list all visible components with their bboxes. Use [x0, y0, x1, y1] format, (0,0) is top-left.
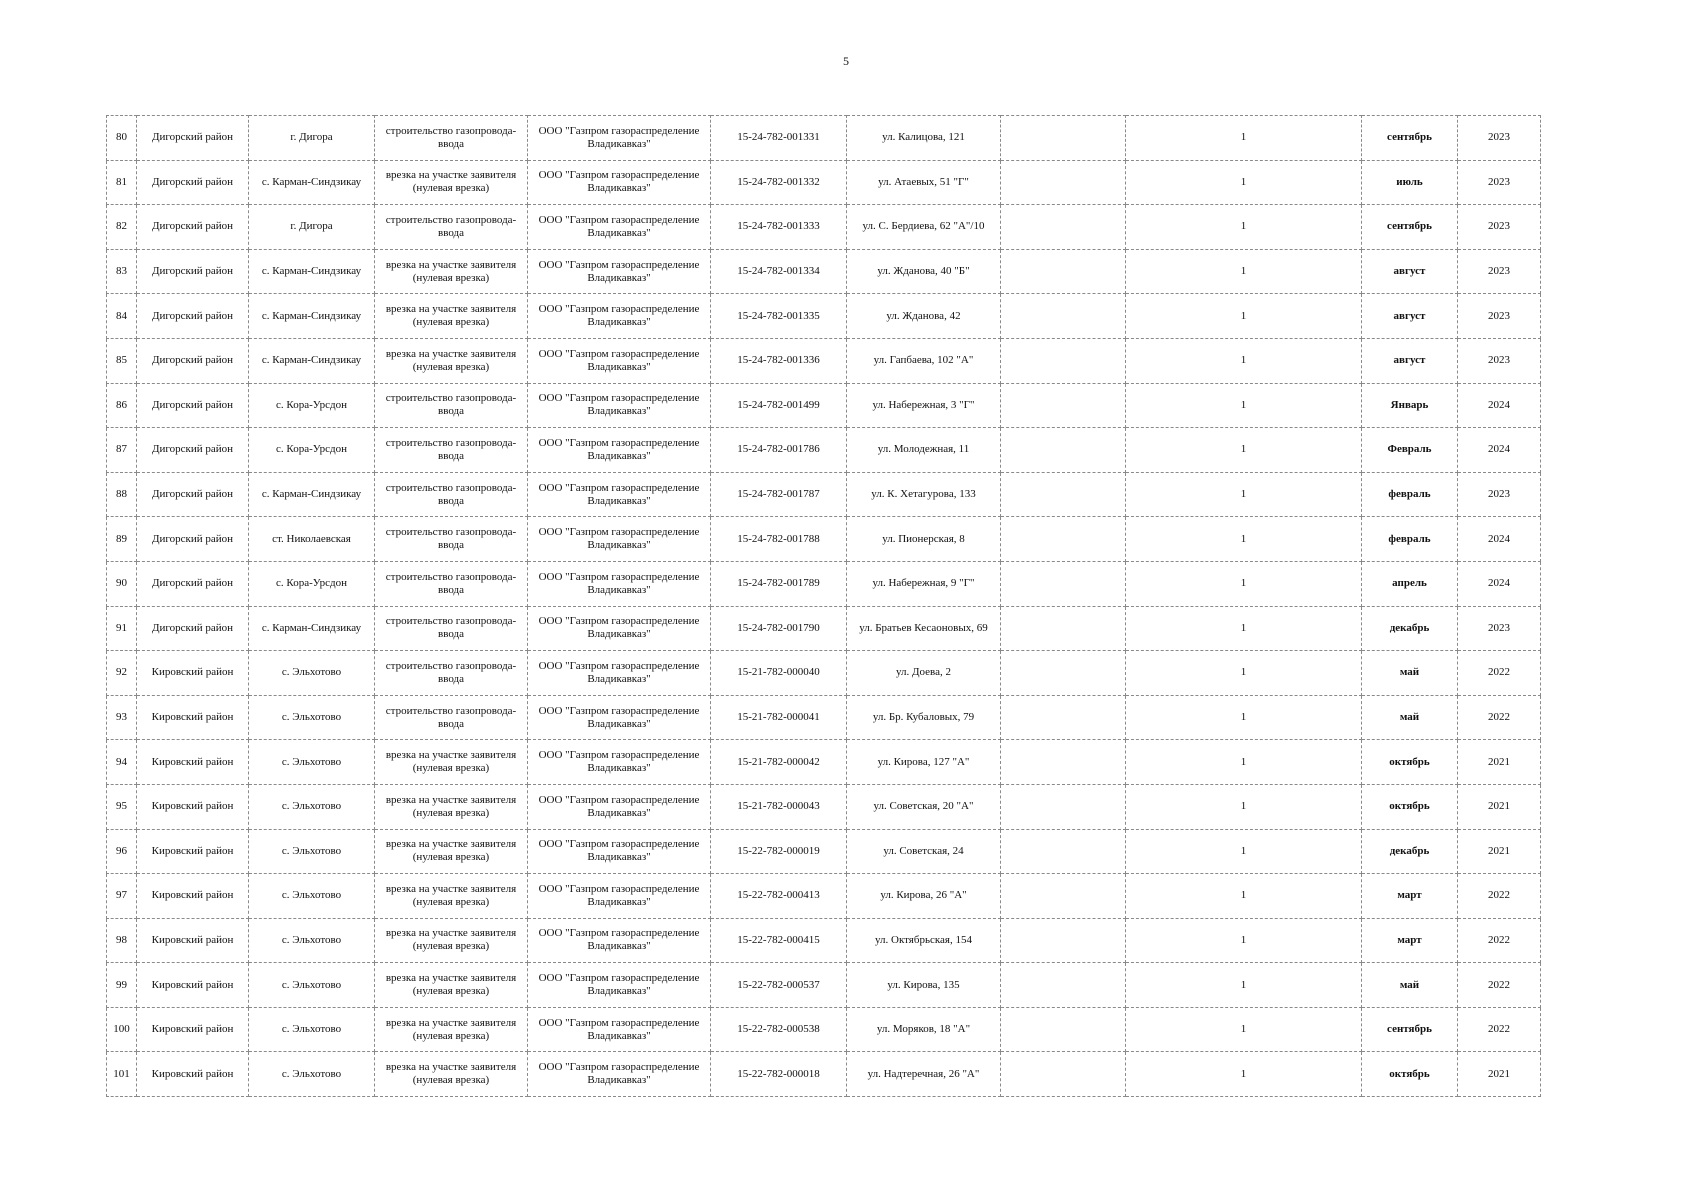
- work-type-cell: строительство газопровода-ввода: [375, 472, 528, 517]
- row-number: 97: [107, 874, 137, 919]
- organization-cell: ООО "Газпром газораспределение Владикавказ": [528, 383, 711, 428]
- district-cell: Дигорский район: [137, 428, 249, 473]
- settlement-cell: с. Карман-Синдзикау: [249, 472, 375, 517]
- address-cell: ул. К. Хетагурова, 133: [847, 472, 1001, 517]
- empty-cell: [1001, 963, 1126, 1008]
- month-cell: август: [1362, 249, 1458, 294]
- empty-cell: [1001, 874, 1126, 919]
- object-code-cell: 15-24-782-001789: [711, 561, 847, 606]
- object-code-cell: 15-22-782-000537: [711, 963, 847, 1008]
- object-code-cell: 15-24-782-001334: [711, 249, 847, 294]
- table-row: [107, 606, 1541, 651]
- district-cell: Кировский район: [137, 874, 249, 919]
- settlement-cell: с. Эльхотово: [249, 651, 375, 696]
- object-code-cell: 15-21-782-000041: [711, 695, 847, 740]
- row-number: 89: [107, 517, 137, 562]
- table-row: [107, 383, 1541, 428]
- year-cell: 2021: [1458, 740, 1541, 785]
- district-cell: Дигорский район: [137, 472, 249, 517]
- work-type-cell: врезка на участке заявителя (нулевая врезка): [375, 740, 528, 785]
- settlement-cell: с. Эльхотово: [249, 874, 375, 919]
- count-cell: 1: [1126, 428, 1362, 473]
- work-type-cell: врезка на участке заявителя (нулевая врезка): [375, 918, 528, 963]
- district-cell: Дигорский район: [137, 249, 249, 294]
- year-cell: 2023: [1458, 294, 1541, 339]
- settlement-cell: с. Эльхотово: [249, 1007, 375, 1052]
- registry-table: [106, 115, 1541, 1097]
- empty-cell: [1001, 561, 1126, 606]
- object-code-cell: 15-21-782-000040: [711, 651, 847, 696]
- row-number: 82: [107, 205, 137, 250]
- month-cell: декабрь: [1362, 829, 1458, 874]
- count-cell: 1: [1126, 918, 1362, 963]
- settlement-cell: с. Эльхотово: [249, 963, 375, 1008]
- work-type-cell: строительство газопровода-ввода: [375, 561, 528, 606]
- organization-cell: ООО "Газпром газораспределение Владикавказ": [528, 1052, 711, 1097]
- page-number: 5: [843, 54, 849, 68]
- organization-cell: ООО "Газпром газораспределение Владикавказ": [528, 829, 711, 874]
- district-cell: Дигорский район: [137, 338, 249, 383]
- district-cell: Кировский район: [137, 963, 249, 1008]
- table-row: [107, 561, 1541, 606]
- month-cell: сентябрь: [1362, 116, 1458, 161]
- address-cell: ул. Жданова, 42: [847, 294, 1001, 339]
- row-number: 92: [107, 651, 137, 696]
- district-cell: Кировский район: [137, 740, 249, 785]
- district-cell: Кировский район: [137, 1052, 249, 1097]
- year-cell: 2022: [1458, 651, 1541, 696]
- settlement-cell: с. Эльхотово: [249, 829, 375, 874]
- work-type-cell: врезка на участке заявителя (нулевая врезка): [375, 1052, 528, 1097]
- count-cell: 1: [1126, 829, 1362, 874]
- organization-cell: ООО "Газпром газораспределение Владикавказ": [528, 606, 711, 651]
- count-cell: 1: [1126, 517, 1362, 562]
- object-code-cell: 15-24-782-001332: [711, 160, 847, 205]
- settlement-cell: г. Дигора: [249, 205, 375, 250]
- settlement-cell: с. Кора-Урсдон: [249, 383, 375, 428]
- address-cell: ул. Кирова, 135: [847, 963, 1001, 1008]
- address-cell: ул. Набережная, 9 "Г": [847, 561, 1001, 606]
- count-cell: 1: [1126, 606, 1362, 651]
- object-code-cell: 15-22-782-000538: [711, 1007, 847, 1052]
- organization-cell: ООО "Газпром газораспределение Владикавказ": [528, 651, 711, 696]
- address-cell: ул. С. Бердиева, 62 "А"/10: [847, 205, 1001, 250]
- table-row: [107, 829, 1541, 874]
- table-row: [107, 784, 1541, 829]
- empty-cell: [1001, 428, 1126, 473]
- district-cell: Дигорский район: [137, 116, 249, 161]
- organization-cell: ООО "Газпром газораспределение Владикавказ": [528, 249, 711, 294]
- empty-cell: [1001, 517, 1126, 562]
- month-cell: Январь: [1362, 383, 1458, 428]
- row-number: 98: [107, 918, 137, 963]
- month-cell: октябрь: [1362, 1052, 1458, 1097]
- empty-cell: [1001, 784, 1126, 829]
- object-code-cell: 15-22-782-000018: [711, 1052, 847, 1097]
- count-cell: 1: [1126, 472, 1362, 517]
- organization-cell: ООО "Газпром газораспределение Владикавказ": [528, 918, 711, 963]
- row-number: 94: [107, 740, 137, 785]
- row-number: 87: [107, 428, 137, 473]
- row-number: 80: [107, 116, 137, 161]
- settlement-cell: с. Эльхотово: [249, 740, 375, 785]
- month-cell: август: [1362, 294, 1458, 339]
- empty-cell: [1001, 651, 1126, 696]
- empty-cell: [1001, 338, 1126, 383]
- address-cell: ул. Доева, 2: [847, 651, 1001, 696]
- table-row: [107, 294, 1541, 339]
- work-type-cell: врезка на участке заявителя (нулевая врезка): [375, 963, 528, 1008]
- row-number: 100: [107, 1007, 137, 1052]
- count-cell: 1: [1126, 740, 1362, 785]
- settlement-cell: с. Карман-Синдзикау: [249, 249, 375, 294]
- table-row: [107, 695, 1541, 740]
- count-cell: 1: [1126, 651, 1362, 696]
- work-type-cell: врезка на участке заявителя (нулевая врезка): [375, 874, 528, 919]
- organization-cell: ООО "Газпром газораспределение Владикавказ": [528, 116, 711, 161]
- empty-cell: [1001, 205, 1126, 250]
- empty-cell: [1001, 294, 1126, 339]
- table-row: [107, 651, 1541, 696]
- settlement-cell: с. Эльхотово: [249, 1052, 375, 1097]
- address-cell: ул. Кирова, 127 "А": [847, 740, 1001, 785]
- year-cell: 2024: [1458, 383, 1541, 428]
- table-row: [107, 428, 1541, 473]
- address-cell: ул. Моряков, 18 "А": [847, 1007, 1001, 1052]
- district-cell: Дигорский район: [137, 294, 249, 339]
- district-cell: Кировский район: [137, 695, 249, 740]
- work-type-cell: врезка на участке заявителя (нулевая врезка): [375, 1007, 528, 1052]
- district-cell: Кировский район: [137, 651, 249, 696]
- settlement-cell: с. Карман-Синдзикау: [249, 338, 375, 383]
- organization-cell: ООО "Газпром газораспределение Владикавказ": [528, 874, 711, 919]
- address-cell: ул. Калицова, 121: [847, 116, 1001, 161]
- month-cell: май: [1362, 651, 1458, 696]
- district-cell: Дигорский район: [137, 606, 249, 651]
- object-code-cell: 15-24-782-001788: [711, 517, 847, 562]
- empty-cell: [1001, 829, 1126, 874]
- work-type-cell: врезка на участке заявителя (нулевая врезка): [375, 249, 528, 294]
- object-code-cell: 15-21-782-000042: [711, 740, 847, 785]
- count-cell: 1: [1126, 294, 1362, 339]
- address-cell: ул. Бр. Кубаловых, 79: [847, 695, 1001, 740]
- work-type-cell: врезка на участке заявителя (нулевая врезка): [375, 160, 528, 205]
- empty-cell: [1001, 1052, 1126, 1097]
- table-row: [107, 472, 1541, 517]
- object-code-cell: 15-24-782-001499: [711, 383, 847, 428]
- year-cell: 2023: [1458, 160, 1541, 205]
- organization-cell: ООО "Газпром газораспределение Владикавказ": [528, 1007, 711, 1052]
- work-type-cell: врезка на участке заявителя (нулевая врезка): [375, 294, 528, 339]
- table-row: [107, 338, 1541, 383]
- table-row: [107, 1007, 1541, 1052]
- object-code-cell: 15-24-782-001790: [711, 606, 847, 651]
- organization-cell: ООО "Газпром газораспределение Владикавказ": [528, 740, 711, 785]
- empty-cell: [1001, 249, 1126, 294]
- count-cell: 1: [1126, 338, 1362, 383]
- table-row: [107, 918, 1541, 963]
- count-cell: 1: [1126, 561, 1362, 606]
- empty-cell: [1001, 918, 1126, 963]
- work-type-cell: врезка на участке заявителя (нулевая врезка): [375, 829, 528, 874]
- table-row: [107, 517, 1541, 562]
- settlement-cell: с. Карман-Синдзикау: [249, 294, 375, 339]
- object-code-cell: 15-21-782-000043: [711, 784, 847, 829]
- object-code-cell: 15-24-782-001786: [711, 428, 847, 473]
- organization-cell: ООО "Газпром газораспределение Владикавказ": [528, 472, 711, 517]
- count-cell: 1: [1126, 383, 1362, 428]
- object-code-cell: 15-22-782-000415: [711, 918, 847, 963]
- count-cell: 1: [1126, 695, 1362, 740]
- year-cell: 2021: [1458, 784, 1541, 829]
- object-code-cell: 15-24-782-001335: [711, 294, 847, 339]
- table-row: [107, 116, 1541, 161]
- district-cell: Кировский район: [137, 784, 249, 829]
- district-cell: Кировский район: [137, 1007, 249, 1052]
- settlement-cell: с. Кора-Урсдон: [249, 428, 375, 473]
- year-cell: 2024: [1458, 428, 1541, 473]
- row-number: 91: [107, 606, 137, 651]
- address-cell: ул. Кирова, 26 "А": [847, 874, 1001, 919]
- year-cell: 2022: [1458, 1007, 1541, 1052]
- year-cell: 2023: [1458, 472, 1541, 517]
- empty-cell: [1001, 472, 1126, 517]
- organization-cell: ООО "Газпром газораспределение Владикавказ": [528, 963, 711, 1008]
- address-cell: ул. Набережная, 3 "Г": [847, 383, 1001, 428]
- organization-cell: ООО "Газпром газораспределение Владикавказ": [528, 294, 711, 339]
- table-row: [107, 160, 1541, 205]
- work-type-cell: строительство газопровода-ввода: [375, 606, 528, 651]
- work-type-cell: строительство газопровода-ввода: [375, 517, 528, 562]
- empty-cell: [1001, 740, 1126, 785]
- year-cell: 2022: [1458, 963, 1541, 1008]
- object-code-cell: 15-24-782-001336: [711, 338, 847, 383]
- count-cell: 1: [1126, 963, 1362, 1008]
- table-row: [107, 1052, 1541, 1097]
- work-type-cell: строительство газопровода-ввода: [375, 383, 528, 428]
- count-cell: 1: [1126, 160, 1362, 205]
- settlement-cell: с. Карман-Синдзикау: [249, 606, 375, 651]
- work-type-cell: врезка на участке заявителя (нулевая врезка): [375, 784, 528, 829]
- count-cell: 1: [1126, 116, 1362, 161]
- year-cell: 2023: [1458, 205, 1541, 250]
- year-cell: 2021: [1458, 829, 1541, 874]
- month-cell: Февраль: [1362, 428, 1458, 473]
- district-cell: Кировский район: [137, 829, 249, 874]
- address-cell: ул. Октябрьская, 154: [847, 918, 1001, 963]
- work-type-cell: строительство газопровода-ввода: [375, 116, 528, 161]
- year-cell: 2023: [1458, 116, 1541, 161]
- address-cell: ул. Жданова, 40 "Б": [847, 249, 1001, 294]
- settlement-cell: с. Эльхотово: [249, 784, 375, 829]
- month-cell: февраль: [1362, 517, 1458, 562]
- organization-cell: ООО "Газпром газораспределение Владикавказ": [528, 428, 711, 473]
- row-number: 85: [107, 338, 137, 383]
- empty-cell: [1001, 383, 1126, 428]
- object-code-cell: 15-24-782-001333: [711, 205, 847, 250]
- row-number: 90: [107, 561, 137, 606]
- row-number: 99: [107, 963, 137, 1008]
- year-cell: 2023: [1458, 249, 1541, 294]
- work-type-cell: строительство газопровода-ввода: [375, 695, 528, 740]
- month-cell: февраль: [1362, 472, 1458, 517]
- month-cell: сентябрь: [1362, 1007, 1458, 1052]
- month-cell: декабрь: [1362, 606, 1458, 651]
- empty-cell: [1001, 160, 1126, 205]
- address-cell: ул. Советская, 24: [847, 829, 1001, 874]
- settlement-cell: с. Карман-Синдзикау: [249, 160, 375, 205]
- address-cell: ул. Братьев Кесаоновых, 69: [847, 606, 1001, 651]
- address-cell: ул. Атаевых, 51 "Г": [847, 160, 1001, 205]
- count-cell: 1: [1126, 1007, 1362, 1052]
- year-cell: 2024: [1458, 561, 1541, 606]
- organization-cell: ООО "Газпром газораспределение Владикавказ": [528, 160, 711, 205]
- settlement-cell: с. Эльхотово: [249, 695, 375, 740]
- settlement-cell: г. Дигора: [249, 116, 375, 161]
- object-code-cell: 15-22-782-000413: [711, 874, 847, 919]
- month-cell: июль: [1362, 160, 1458, 205]
- table-row: [107, 874, 1541, 919]
- year-cell: 2021: [1458, 1052, 1541, 1097]
- organization-cell: ООО "Газпром газораспределение Владикавказ": [528, 205, 711, 250]
- work-type-cell: строительство газопровода-ввода: [375, 205, 528, 250]
- empty-cell: [1001, 1007, 1126, 1052]
- month-cell: март: [1362, 874, 1458, 919]
- month-cell: октябрь: [1362, 740, 1458, 785]
- organization-cell: ООО "Газпром газораспределение Владикавказ": [528, 338, 711, 383]
- row-number: 86: [107, 383, 137, 428]
- district-cell: Дигорский район: [137, 561, 249, 606]
- organization-cell: ООО "Газпром газораспределение Владикавказ": [528, 695, 711, 740]
- month-cell: октябрь: [1362, 784, 1458, 829]
- address-cell: ул. Молодежная, 11: [847, 428, 1001, 473]
- settlement-cell: с. Эльхотово: [249, 918, 375, 963]
- organization-cell: ООО "Газпром газораспределение Владикавказ": [528, 784, 711, 829]
- address-cell: ул. Гапбаева, 102 "А": [847, 338, 1001, 383]
- row-number: 93: [107, 695, 137, 740]
- object-code-cell: 15-22-782-000019: [711, 829, 847, 874]
- work-type-cell: строительство газопровода-ввода: [375, 428, 528, 473]
- row-number: 96: [107, 829, 137, 874]
- count-cell: 1: [1126, 784, 1362, 829]
- year-cell: 2022: [1458, 918, 1541, 963]
- settlement-cell: ст. Николаевская: [249, 517, 375, 562]
- table-body: [107, 116, 1541, 1097]
- row-number: 81: [107, 160, 137, 205]
- month-cell: сентябрь: [1362, 205, 1458, 250]
- district-cell: Кировский район: [137, 918, 249, 963]
- organization-cell: ООО "Газпром газораспределение Владикавказ": [528, 517, 711, 562]
- address-cell: ул. Советская, 20 "А": [847, 784, 1001, 829]
- district-cell: Дигорский район: [137, 205, 249, 250]
- count-cell: 1: [1126, 1052, 1362, 1097]
- month-cell: май: [1362, 695, 1458, 740]
- table-row: [107, 963, 1541, 1008]
- district-cell: Дигорский район: [137, 383, 249, 428]
- month-cell: март: [1362, 918, 1458, 963]
- address-cell: ул. Пионерская, 8: [847, 517, 1001, 562]
- row-number: 95: [107, 784, 137, 829]
- year-cell: 2023: [1458, 606, 1541, 651]
- month-cell: апрель: [1362, 561, 1458, 606]
- empty-cell: [1001, 116, 1126, 161]
- work-type-cell: врезка на участке заявителя (нулевая врезка): [375, 338, 528, 383]
- month-cell: май: [1362, 963, 1458, 1008]
- organization-cell: ООО "Газпром газораспределение Владикавказ": [528, 561, 711, 606]
- month-cell: август: [1362, 338, 1458, 383]
- row-number: 101: [107, 1052, 137, 1097]
- count-cell: 1: [1126, 874, 1362, 919]
- table-row: [107, 740, 1541, 785]
- count-cell: 1: [1126, 249, 1362, 294]
- row-number: 83: [107, 249, 137, 294]
- table-row: [107, 249, 1541, 294]
- district-cell: Дигорский район: [137, 517, 249, 562]
- year-cell: 2022: [1458, 695, 1541, 740]
- address-cell: ул. Надтеречная, 26 "А": [847, 1052, 1001, 1097]
- work-type-cell: строительство газопровода-ввода: [375, 651, 528, 696]
- row-number: 84: [107, 294, 137, 339]
- object-code-cell: 15-24-782-001787: [711, 472, 847, 517]
- year-cell: 2023: [1458, 338, 1541, 383]
- count-cell: 1: [1126, 205, 1362, 250]
- district-cell: Дигорский район: [137, 160, 249, 205]
- row-number: 88: [107, 472, 137, 517]
- settlement-cell: с. Кора-Урсдон: [249, 561, 375, 606]
- object-code-cell: 15-24-782-001331: [711, 116, 847, 161]
- year-cell: 2022: [1458, 874, 1541, 919]
- empty-cell: [1001, 606, 1126, 651]
- empty-cell: [1001, 695, 1126, 740]
- year-cell: 2024: [1458, 517, 1541, 562]
- table-row: [107, 205, 1541, 250]
